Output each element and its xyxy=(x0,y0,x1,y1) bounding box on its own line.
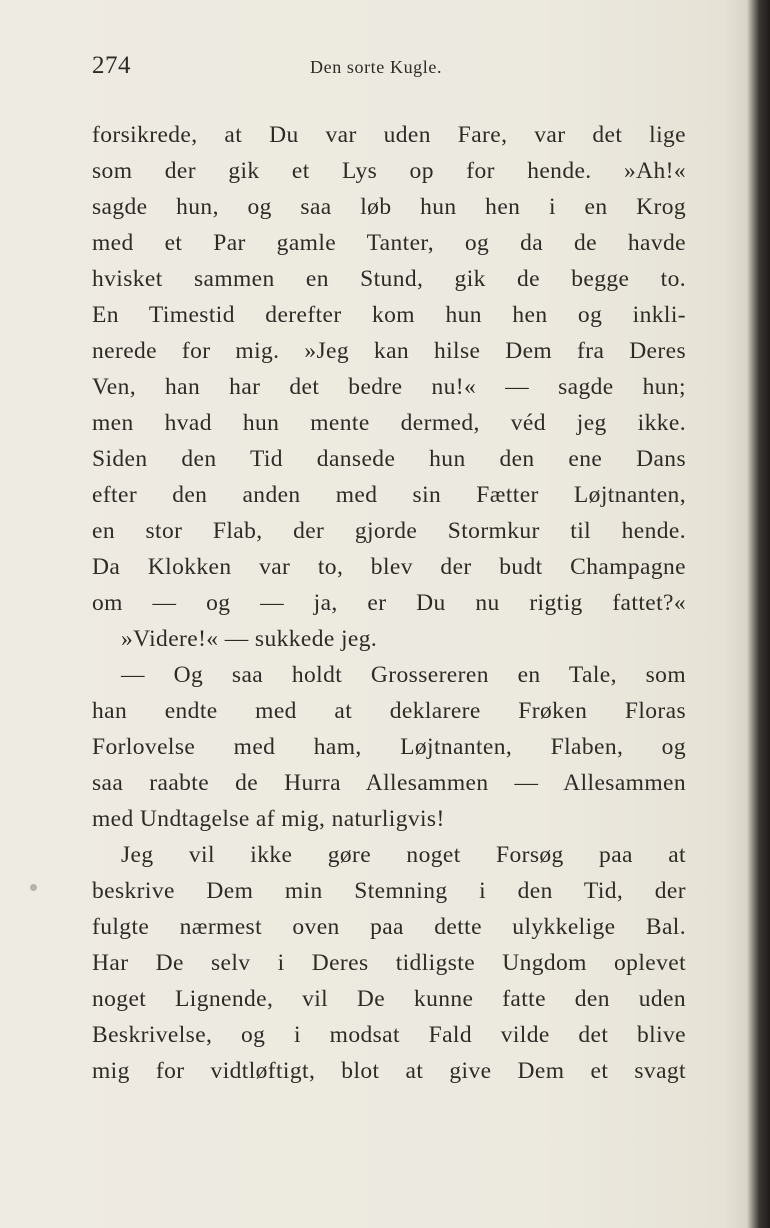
text-line: nerede for mig. »Jeg kan hilse Dem fra Deres xyxy=(92,338,686,364)
text-line: En Timestid derefter kom hun hen og inkli- xyxy=(92,302,686,328)
page-header xyxy=(92,52,686,88)
text-line: Siden den Tid dansede hun den ene Dans xyxy=(92,446,686,472)
text-line: mig for vidtløftigt, blot at give Dem et svagt xyxy=(92,1058,686,1084)
text-line: Har De selv i Deres tidligste Ungdom oplevet xyxy=(92,950,686,976)
text-line: — Og saa holdt Grossereren en Tale, som xyxy=(121,662,686,688)
text-line: efter den anden med sin Fætter Løjtnanten, xyxy=(92,482,686,508)
text-line: beskrive Dem min Stemning i den Tid, der xyxy=(92,878,686,904)
text-line: med et Par gamle Tanter, og da de havde xyxy=(92,230,686,256)
text-line: Beskrivelse, og i modsat Fald vilde det blive xyxy=(92,1022,686,1048)
text-line: men hvad hun mente dermed, véd jeg ikke. xyxy=(92,410,686,436)
text-line: om — og — ja, er Du nu rigtig fattet?« xyxy=(92,590,686,616)
text-line: en stor Flab, der gjorde Stormkur til hende. xyxy=(92,518,686,544)
text-line: forsikrede, at Du var uden Fare, var det lige xyxy=(92,122,686,148)
text-line: saa raabte de Hurra Allesammen — Allesammen xyxy=(92,770,686,796)
body-text xyxy=(92,117,686,1089)
text-line: Da Klokken var to, blev der budt Champagne xyxy=(92,554,686,580)
text-line: fulgte nærmest oven paa dette ulykkelige Bal. xyxy=(92,914,686,940)
text-line: Forlovelse med ham, Løjtnanten, Flaben, og xyxy=(92,734,686,760)
text-line: Ven, han har det bedre nu!« — sagde hun; xyxy=(92,374,686,400)
text-line: sagde hun, og saa løb hun hen i en Krog xyxy=(92,194,686,220)
text-line: Jeg vil ikke gøre noget Forsøg paa at xyxy=(121,842,686,868)
running-title: Den sorte Kugle. xyxy=(310,57,443,77)
text-line: hvisket sammen en Stund, gik de begge to. xyxy=(92,266,686,292)
page-number: 274 xyxy=(92,52,131,79)
text-line: »Videre!« — sukkede jeg. xyxy=(121,626,378,652)
text-line: noget Lignende, vil De kunne fatte den uden xyxy=(92,986,686,1012)
text-line: han endte med at deklarere Frøken Floras xyxy=(92,698,686,724)
text-line: som der gik et Lys op for hende. »Ah!« xyxy=(92,158,686,184)
text-line: med Undtagelse af mig, naturligvis! xyxy=(92,806,445,832)
margin-dot xyxy=(30,884,37,891)
